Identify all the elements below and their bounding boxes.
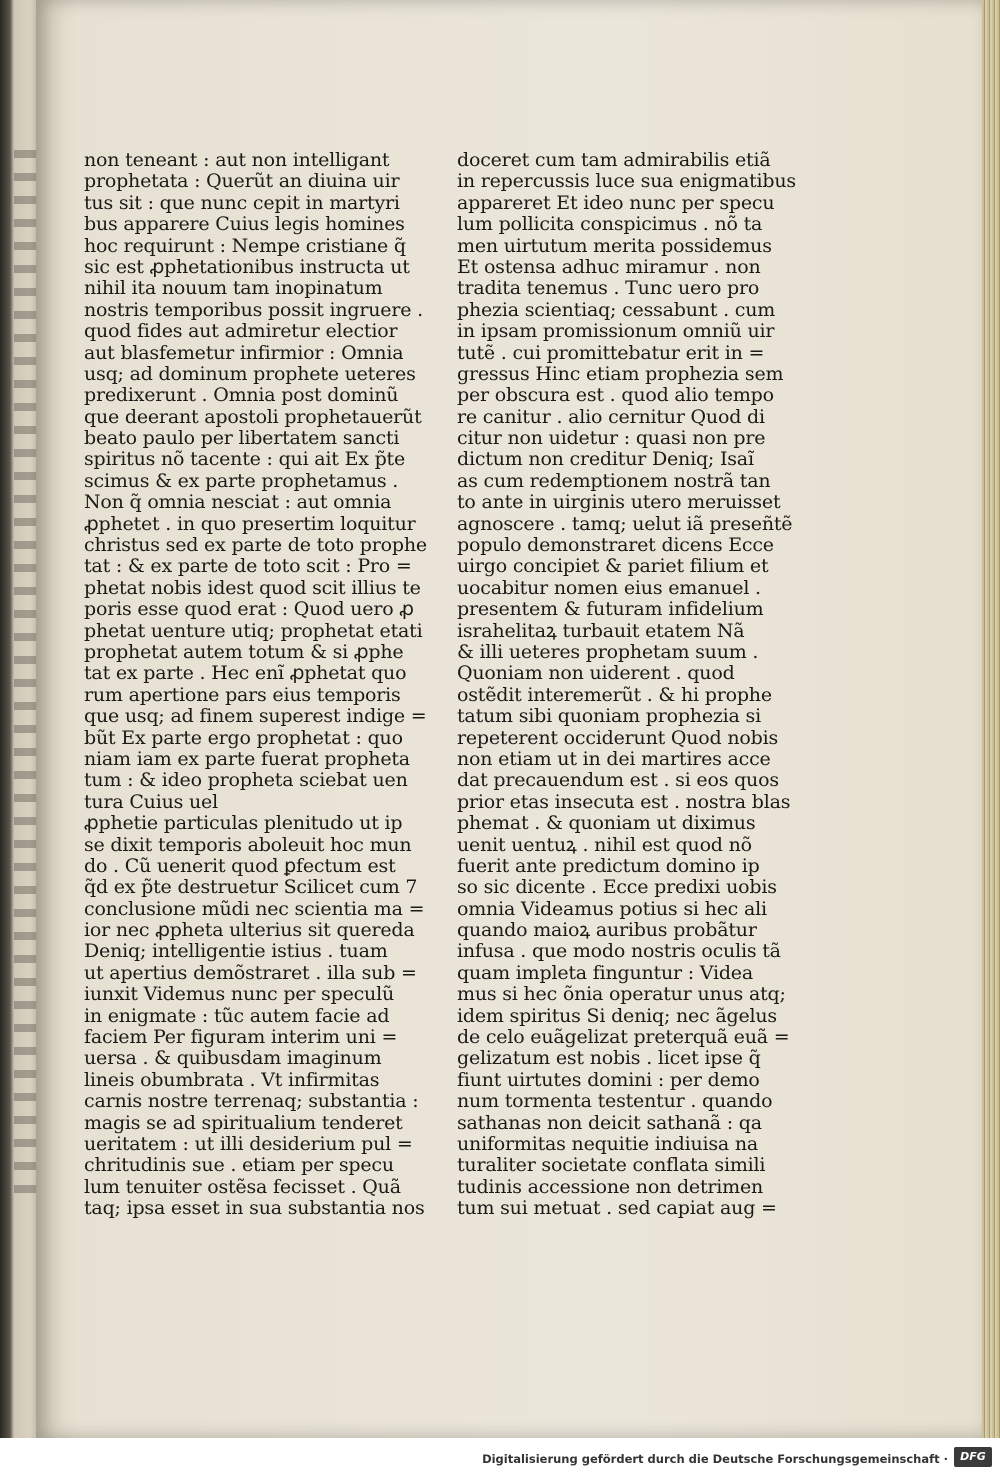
right-column-line: in ipsam promissionum omniũ uir	[457, 320, 775, 343]
right-column-line: phemat . & quoniam ut diximus	[457, 812, 756, 835]
left-column-line: tum : & ideo propheta sciebat uen	[84, 769, 408, 792]
left-column-line: scimus & ex parte prophetamus .	[84, 469, 399, 492]
right-column-line: so sic dicente . Ecce predixi uobis	[457, 876, 777, 899]
left-column-line: ueritatem : ut illi desiderium pul =	[84, 1132, 413, 1155]
left-column-line: chritudinis sue . etiam per specu	[84, 1154, 394, 1177]
right-column-line: uocabitur nomen eius emanuel .	[457, 576, 761, 599]
left-column-line: faciem Per figuram interim uni =	[84, 1026, 398, 1049]
left-column-line: tus sit : que nunc cepit in martyri	[84, 191, 400, 214]
left-column-line: prophetat autem totum & si ꝓphe	[84, 640, 404, 663]
left-column-line: iunxit Videmus nunc per speculũ	[84, 983, 394, 1006]
left-column-line: que deerant apostoli prophetauerũt	[84, 405, 422, 428]
right-column-line: dat precauendum est . si eos quos	[457, 769, 779, 792]
right-column-line: fuerit ante predictum domino ip	[457, 854, 760, 877]
left-column-line: niam iam ex parte fuerat propheta	[84, 747, 410, 770]
right-column-line: gressus Hinc etiam prophezia sem	[457, 362, 784, 385]
left-column-line: lineis obumbrata . Vt infirmitas	[84, 1068, 380, 1091]
right-column-line: tutẽ . cui promittebatur erit in =	[457, 341, 765, 364]
right-column-line: de celo euãgelizat preterquã euã =	[457, 1026, 790, 1049]
left-column-line: uersa . & quibusdam imaginum	[84, 1047, 382, 1070]
right-column-line: tradita tenemus . Tunc uero pro	[457, 277, 760, 300]
left-column-line: in enigmate : tũc autem facie ad	[84, 1004, 390, 1027]
right-column-line: quando maioꝝ auribus probãtur	[457, 919, 757, 942]
right-column-line: appareret Et ideo nunc per specu	[457, 191, 775, 214]
right-column-line: tudinis accessione non detrimen	[457, 1175, 764, 1198]
right-column-line: idem spiritus Si deniq; nec ãgelus	[457, 1004, 777, 1027]
left-column-line: conclusione mũdi nec scientia ma =	[84, 897, 425, 920]
left-column-line: rum apertione pars eius temporis	[84, 683, 401, 706]
right-column-line: Et ostensa adhuc miramur . non	[457, 255, 761, 278]
right-column-line: populo demonstraret dicens Ecce	[457, 534, 774, 557]
left-column-line: taq; ipsa esset in sua substantia nos	[84, 1197, 425, 1220]
right-column-line: ostẽdit interemerũt . & hi prophe	[457, 683, 772, 706]
left-column-line: magis se ad spiritualium tenderet	[84, 1111, 403, 1134]
right-column-line: tatum sibi quoniam prophezia si	[457, 705, 761, 728]
right-column-line: to ante in uirginis utero meruisset	[457, 491, 781, 514]
right-column-line: prior etas insecuta est . nostra blas	[457, 790, 791, 813]
dfg-logo: DFG	[954, 1447, 992, 1467]
left-text-column	[84, 149, 427, 1220]
left-column-line: do . Cũ uenerit quod ꝑfectum est	[84, 854, 396, 877]
right-column-line: infusa . que modo nostris oculis tã	[457, 940, 781, 963]
right-column-line: uenit uentuꝝ . nihil est quod nõ	[457, 833, 752, 856]
right-column-line: as cum redemptionem nostrã tan	[457, 469, 771, 492]
right-column-line: lum pollicita conspicimus . nõ ta	[457, 213, 763, 236]
right-column-line: gelizatum est nobis . licet ipse q̃	[457, 1047, 761, 1070]
left-column-line: que usq; ad finem superest indige =	[84, 705, 427, 728]
left-column-line: non teneant : aut non intelligant	[84, 149, 390, 171]
left-column-line: bũt Ex parte ergo prophetat : quo	[84, 726, 403, 749]
left-column-line: spiritus nõ tacente : qui ait Ex p̃te	[84, 448, 406, 471]
left-column-line: poris esse quod erat : Quod uero ꝓ	[84, 598, 414, 621]
left-column-line: tura Cuius uel	[84, 790, 218, 813]
right-column-line: men uirtutum merita possidemus	[457, 234, 772, 257]
right-column-line: Quoniam non uiderent . quod	[457, 662, 735, 685]
left-column-line: phetat nobis idest quod scit illius te	[84, 576, 421, 599]
left-column-line: tat : & ex parte de toto scit : Pro =	[84, 555, 412, 578]
right-column-line: & illi ueteres prophetam suum .	[457, 640, 759, 663]
page-stack-edge	[982, 0, 1000, 1440]
right-column-line: israhelitaꝝ turbauit etatem Nã	[457, 619, 745, 642]
right-column-line: sathanas non deicit sathanã : qa	[457, 1111, 762, 1134]
left-column-line: beato paulo per libertatem sancti	[84, 427, 400, 450]
left-column-line: usq; ad dominum prophete ueteres	[84, 362, 416, 385]
footer-bar	[0, 1438, 1000, 1475]
left-column-line: quod fides aut admiretur electior	[84, 320, 398, 343]
left-column-line: lum tenuiter ostẽsa fecisset . Quã	[84, 1175, 401, 1198]
right-column-line: uirgo concipiet & pariet filium et	[457, 555, 769, 578]
left-column-line: sic est ꝓphetationibus instructa ut	[84, 255, 410, 278]
left-column-line: ꝓphetie particulas plenitudo ut ip	[84, 812, 403, 835]
left-column-line: hoc requirunt : Nempe cristiane q̃	[84, 234, 406, 257]
left-column-line: christus sed ex parte de toto prophe	[84, 534, 427, 557]
left-column-line: predixerunt . Omnia post dominũ	[84, 384, 399, 407]
right-column-line: re canitur . alio cernitur Quod di	[457, 405, 765, 428]
right-column-line: agnoscere . tamq; uelut iã preseñtẽ	[457, 512, 793, 535]
right-column-line: phezia scientiaq; cessabunt . cum	[457, 298, 776, 321]
left-column-line: nostris temporibus possit ingruere .	[84, 298, 423, 321]
left-column-line: tat ex parte . Hec enĩ ꝓphetat quo	[84, 662, 407, 685]
right-column-line: uniformitas nequitie indiuisa na	[457, 1132, 759, 1155]
right-column-line: fiunt uirtutes domini : per demo	[457, 1068, 760, 1091]
left-column-line: carnis nostre terrenaq; substantia :	[84, 1090, 419, 1113]
right-column-line: dictum non creditur Deniq; Isaĩ	[457, 448, 754, 471]
right-column-line: quam impleta finguntur : Videa	[457, 961, 753, 984]
left-column-line: aut blasfemetur infirmior : Omnia	[84, 341, 404, 364]
left-column-line: se dixit temporis aboleuit hoc mun	[84, 833, 412, 856]
right-text-column	[457, 149, 796, 1220]
left-column-line: Deniq; intelligentie istius . tuam	[84, 940, 388, 963]
right-column-line: mus si hec õnia operatur unus atq;	[457, 983, 786, 1006]
right-column-line: tum sui metuat . sed capiat aug =	[457, 1197, 777, 1220]
left-column-line: ꝓphetet . in quo presertim loquitur	[84, 512, 416, 535]
book-page	[36, 0, 982, 1438]
right-column-line: citur non uidetur : quasi non pre	[457, 427, 766, 450]
left-column-line: Non q̃ omnia nesciat : aut omnia	[84, 491, 392, 514]
left-column-line: ior nec ꝓpheta ulterius sit quereda	[84, 919, 415, 942]
left-column-line: q̃d ex p̃te destruetur Scilicet cum 7	[84, 876, 418, 899]
right-column-line: omnia Videamus potius si hec ali	[457, 897, 767, 920]
funding-credit: Digitalisierung gefördert durch die Deutsche Forschungsgemeinschaft ·	[482, 1452, 948, 1466]
right-column-line: presentem & futuram infidelium	[457, 598, 764, 621]
right-column-line: in repercussis luce sua enigmatibus	[457, 170, 796, 193]
left-column-line: nihil ita nouum tam inopinatum	[84, 277, 383, 300]
right-column-line: per obscura est . quod alio tempo	[457, 384, 774, 407]
left-column-line: bus apparere Cuius legis homines	[84, 213, 405, 236]
right-column-line: turaliter societate conflata simili	[457, 1154, 766, 1177]
right-column-line: repeterent occiderunt Quod nobis	[457, 726, 779, 749]
left-column-line: ut apertius demõstraret . illa sub =	[84, 961, 417, 984]
right-column-line: num tormenta testentur . quando	[457, 1090, 773, 1113]
right-column-line: non etiam ut in dei martires acce	[457, 747, 771, 770]
left-column-line: phetat uenture utiq; prophetat etati	[84, 619, 423, 642]
left-column-line: prophetata : Querũt an diuina uir	[84, 170, 400, 193]
right-column-line: doceret cum tam admirabilis etiã	[457, 149, 771, 171]
